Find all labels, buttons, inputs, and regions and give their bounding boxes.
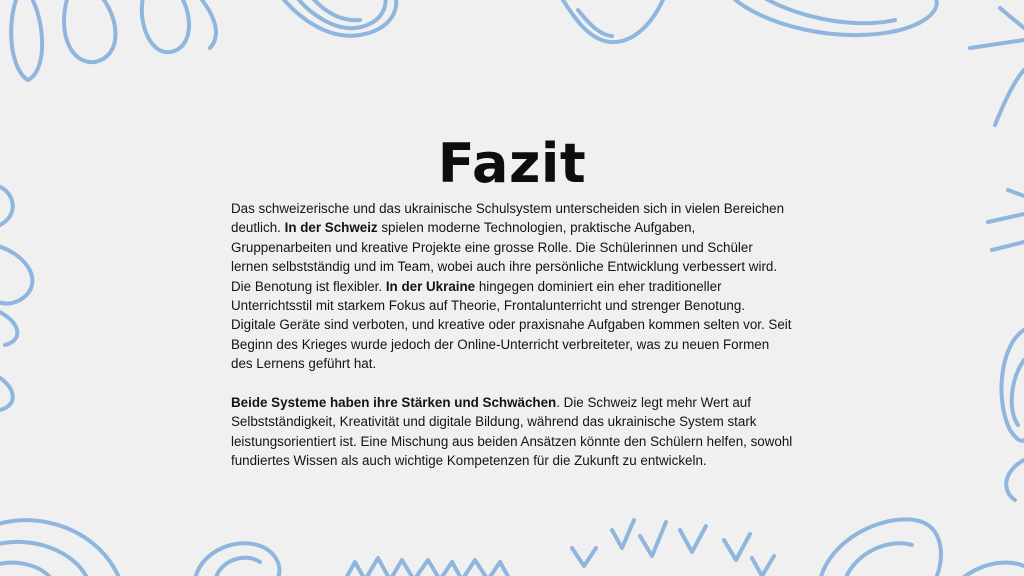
doodle-zigzag-bottom (345, 558, 510, 576)
doodle-swirl-bottom-right-2 (845, 543, 912, 576)
doodle-ellipse-top-right-2 (760, 0, 895, 23)
doodle-arc-bottom-left-1 (0, 520, 120, 576)
doodle-swirl-bottom-2 (215, 558, 260, 576)
doodle-arc-bottom-left-2 (0, 542, 88, 576)
doodle-stroke-right-1 (970, 40, 1024, 48)
highlight-schweiz: In der Schweiz (284, 220, 378, 236)
paragraph-conclusion-text: . Die Schweiz legt mehr Wert auf Selbstständigkeit, Kreativität und digitale Bildung, während das ukrainische System stark leistungsorientiert ist. Eine Mischung aus beiden Ansätzen könnte den Schülern helfen, sowohl fundiertes Wissen als auch wichtige Kompetenzen für die Zukunft zu entwickeln. (231, 395, 793, 469)
doodle-loop-left-3 (0, 310, 17, 345)
doodle-loop-left-2 (0, 245, 32, 304)
doodle-stroke-right-4 (988, 214, 1024, 222)
paragraph-intro-text-1: Das schweizerische und das ukrainische Schulsystem unterscheiden sich in vielen Bereichen deutlich. (231, 201, 785, 236)
doodle-arc-bottom-left-3 (0, 563, 52, 576)
doodle-stroke-right-2 (995, 70, 1024, 125)
doodle-v-6 (752, 556, 774, 576)
doodle-scribble-top-3 (310, 0, 360, 20)
doodle-loop-right-2 (1012, 360, 1024, 425)
doodle-v-5 (724, 534, 750, 560)
doodle-v-2 (612, 520, 634, 548)
doodle-curve-top (560, 0, 665, 42)
doodle-loop-right-3 (1006, 460, 1024, 500)
doodle-swirl-bottom-right-1 (820, 519, 941, 576)
page-title: Fazit (437, 132, 587, 196)
doodle-loop-top-left-1 (11, 0, 42, 80)
paragraph-intro (231, 199, 793, 374)
doodle-loop-top-left-2 (64, 0, 115, 62)
doodle-v-1 (572, 548, 596, 566)
doodle-stroke-right-3 (1000, 8, 1024, 28)
doodle-swirl-bottom-right-3 (960, 563, 1024, 576)
doodle-swirl-bottom (195, 543, 279, 576)
doodle-scribble-top-1 (280, 0, 396, 36)
paragraph-intro-text-2: spielen moderne Technologien, praktische Aufgaben, Gruppenarbeiten und kreative Projekte eine grosse Rolle. Die Schülerinnen und Schüler lernen selbstständig und im Team, wobei auch ihre persönliche Entwicklung verbessert wird. Die Benotung ist flexibler. (231, 220, 778, 294)
paragraph-conclusion (231, 393, 793, 471)
doodle-loop-left-4 (0, 375, 13, 410)
doodle-curve-top-2 (578, 10, 612, 36)
doodle-loop-right-1 (1002, 330, 1024, 441)
doodle-ellipse-top-right-1 (730, 0, 937, 35)
doodle-loop-top-left-4 (198, 0, 216, 48)
highlight-ukraine: In der Ukraine (385, 278, 476, 294)
paragraph-intro-text-3: hingegen dominiert ein eher traditioneller Unterrichtsstil mit starkem Fokus auf Theorie, Frontalunterricht und strenger Benotung. Digitale Geräte sind verboten, und kreative oder praxisnahe Aufgaben kommen selten vor. Seit Beginn des Krieges wurde jedoch der Online-Unterricht verbreiteter, was zu neuen Formen des Lernens geführt hat. (231, 278, 792, 372)
doodle-loop-top-left-3 (142, 0, 189, 52)
doodle-v-4 (680, 526, 706, 552)
highlight-conclusion: Beide Systeme haben ihre Stärken und Schwächen (231, 395, 557, 411)
body-text (231, 199, 793, 471)
doodle-stroke-right-5 (992, 242, 1024, 250)
doodle-v-3 (640, 522, 666, 556)
doodle-scribble-top-2 (295, 0, 386, 28)
